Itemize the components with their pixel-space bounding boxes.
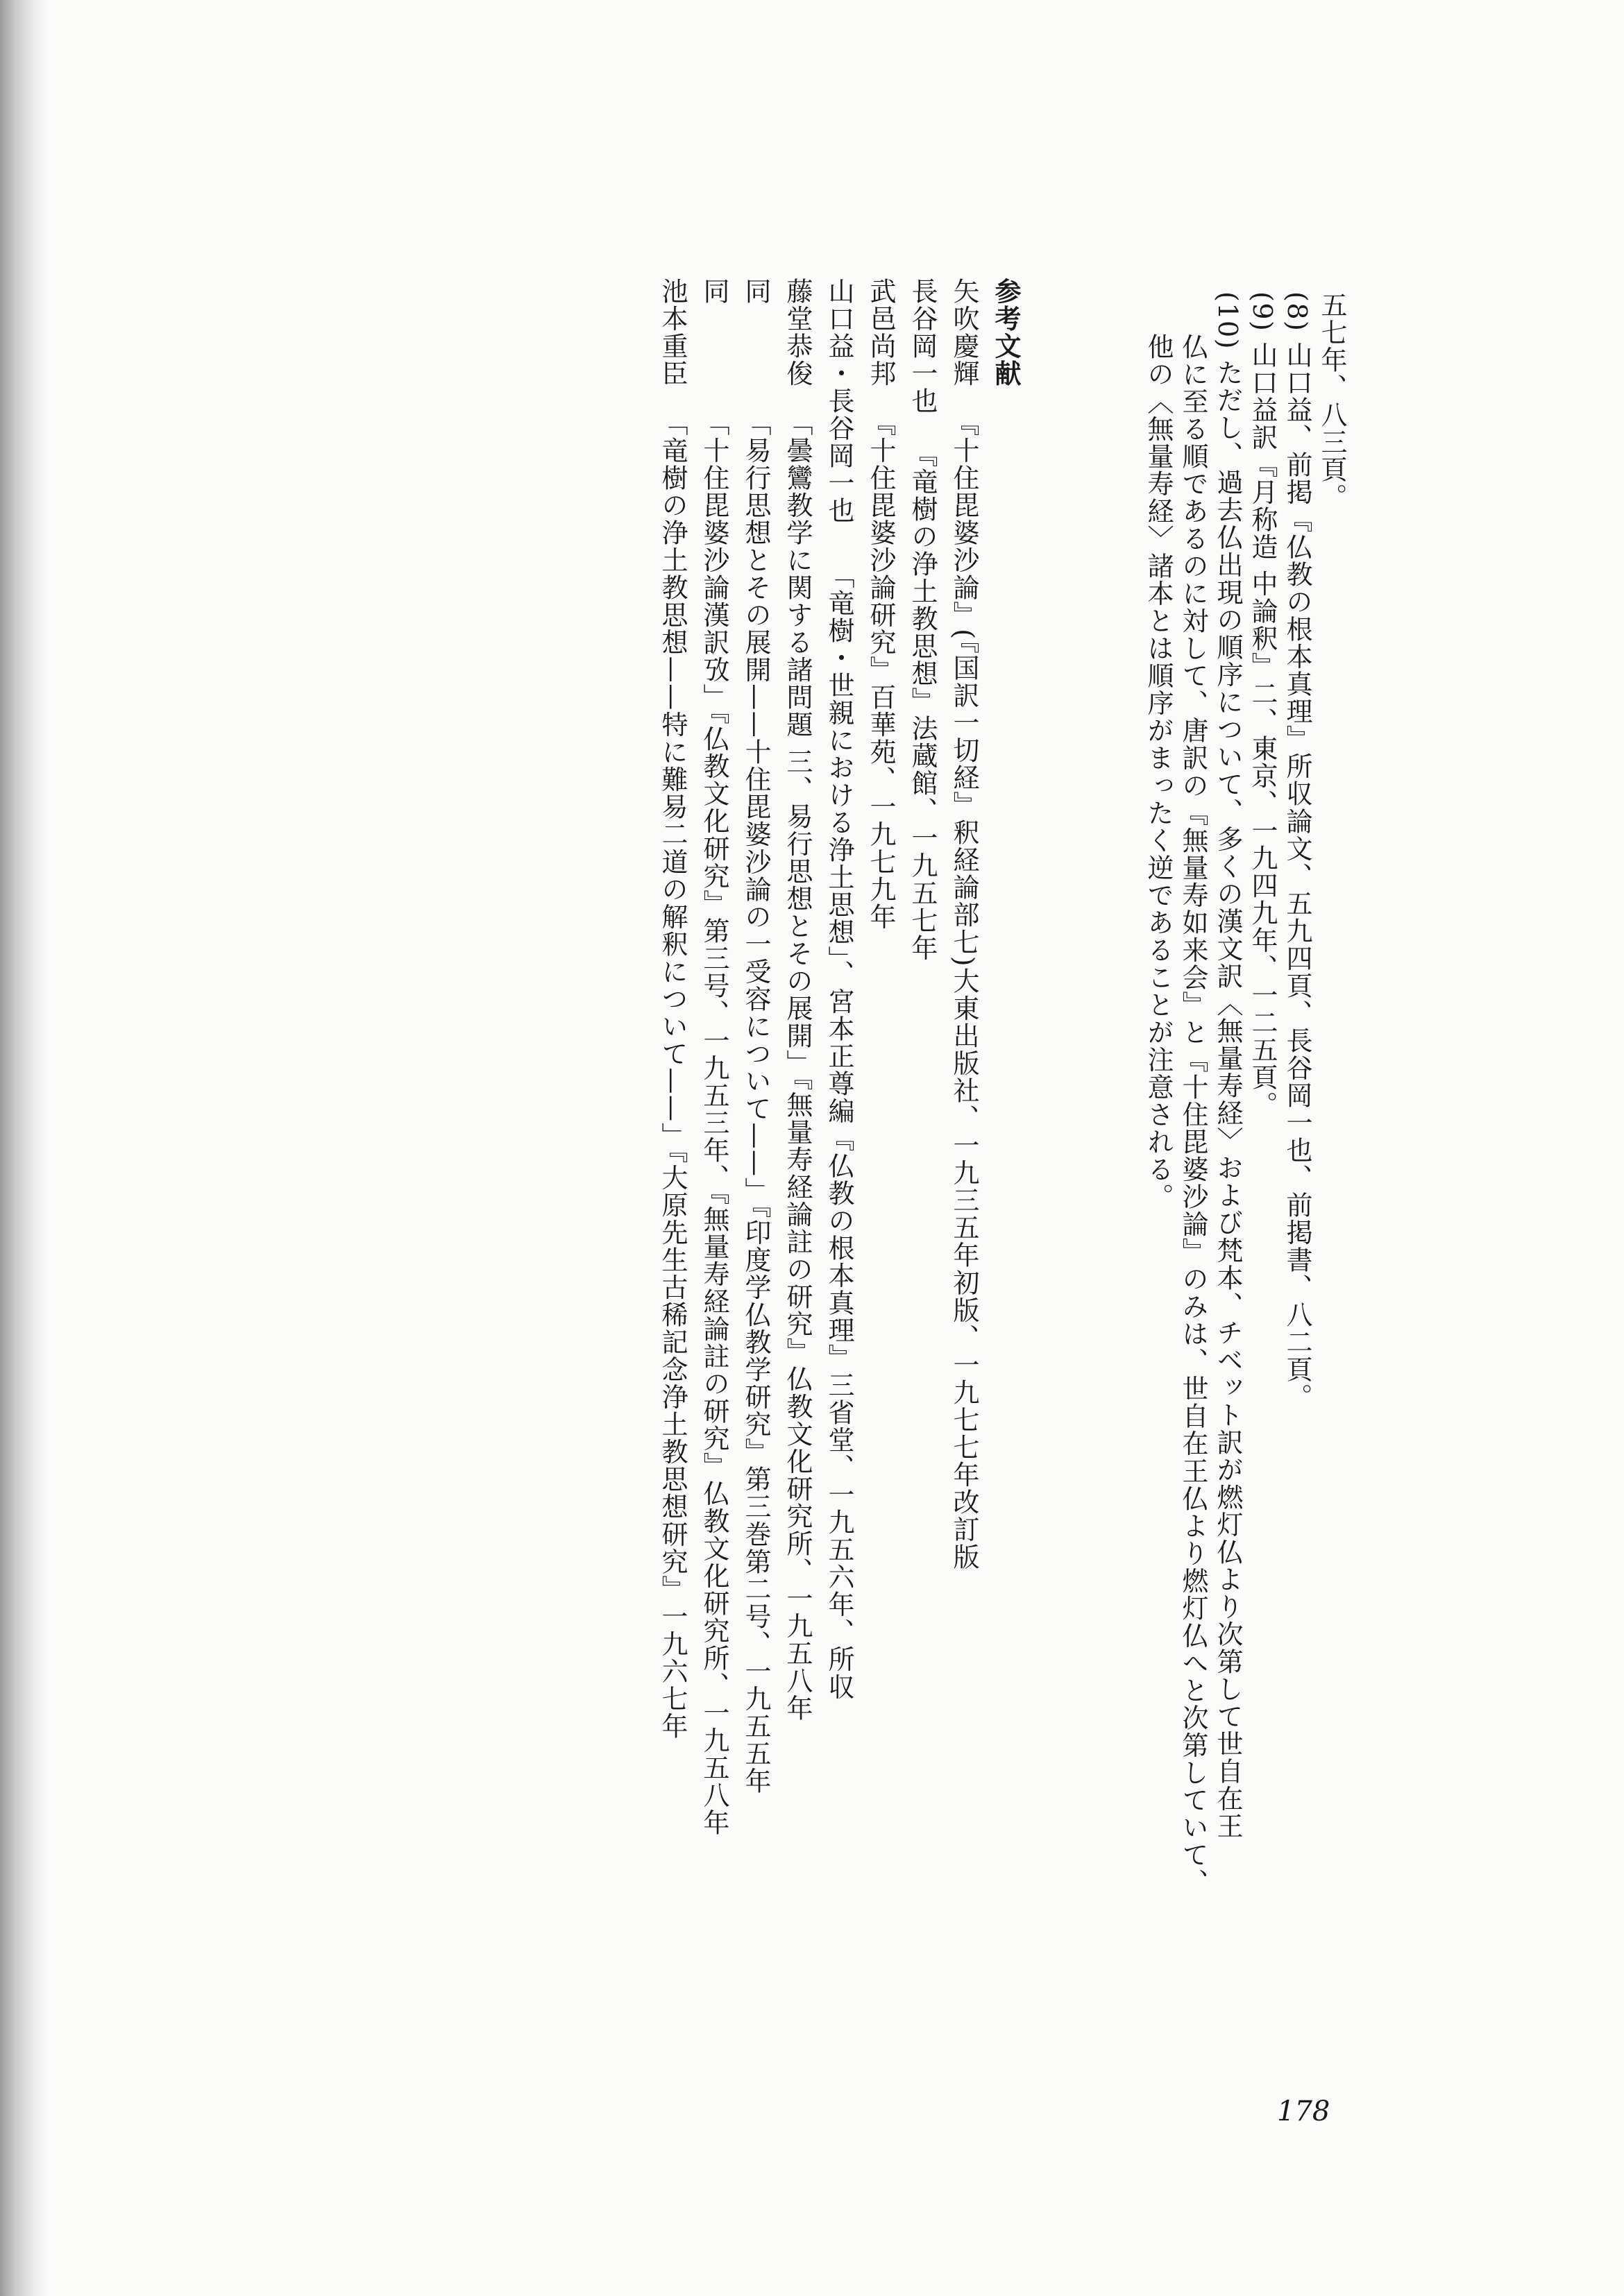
reference-entry xyxy=(865,278,896,930)
reference-text: 「易行思想とその展開——十住毘婆沙論の一受容について——」『印度学仏教学研究』第三巻第二号、一九五五年 xyxy=(741,409,771,1795)
reference-entry xyxy=(701,278,727,1837)
reference-text: 「竜樹の浄土教思想——特に難易二道の解釈について——」『大原先生古稀記念浄土教思想研究』一九六七年 xyxy=(657,409,688,1740)
reference-author: 山口益・長谷岡一也 xyxy=(824,278,854,525)
reference-text: 『十住毘婆沙論研究』百華苑、一九七九年 xyxy=(865,409,896,930)
reference-entry xyxy=(826,278,852,1701)
reference-author: 矢吹慶輝 xyxy=(949,278,979,388)
note-10-line-1: (10) ただし、過去仏出現の順序について、多くの漢文訳〈無量寿経〉および梵本、チベット訳が燃灯仏より次第して世自在王 xyxy=(1212,291,1243,1840)
note-10-line-2: 仏に至る順であるのに対して、唐訳の『無量寿如来会』と『十住毘婆沙論』のみは、世自在王仏より燃灯仏へと次第していて、 xyxy=(1178,333,1208,1896)
reference-author: 長谷岡一也 xyxy=(907,278,938,415)
reference-text: 「曇鸞教学に関する諸問題 三、易行思想とその展開」『無量寿経論註の研究』仏教文化研究所、一九五八年 xyxy=(782,409,813,1722)
page-number: 178 xyxy=(1277,2095,1330,2127)
reference-text: 『十住毘婆沙論』(『国訳一切経』釈経論部七)大東出版社、一九三五年初版、一九七七年改訂版 xyxy=(949,409,979,1571)
references-heading: 参考文献 xyxy=(990,278,1022,388)
note-9: (9) 山口益訳『月称造 中論釈』二、東京、一九四九年、一二五頁。 xyxy=(1247,291,1278,1119)
reference-author: 同 xyxy=(741,278,771,305)
note-10-line-3: 他の〈無量寿経〉諸本とは順序がまったく逆であることが注意される。 xyxy=(1143,333,1174,1211)
note-8: (8) 山口益、前掲『仏教の根本真理』所収論文、五九四頁、長谷岡一也、前掲書、八二頁。 xyxy=(1282,291,1312,1411)
reference-entry xyxy=(951,278,977,1571)
reference-author: 池本重臣 xyxy=(657,278,688,388)
reference-entry xyxy=(784,278,811,1722)
reference-entry xyxy=(659,278,686,1740)
reference-text: 『竜樹の浄土教思想』法蔵館、一九五七年 xyxy=(907,441,938,962)
reference-author: 同 xyxy=(699,278,729,305)
reference-author: 藤堂恭俊 xyxy=(782,278,813,388)
reference-text: 「十住毘婆沙論漢訳攷」『仏教文化研究』第三号、一九五三年、『無量寿経論註の研究』仏教文化研究所、一九五八年 xyxy=(699,409,729,1837)
note-continuation: 五七年、八三頁。 xyxy=(1317,291,1347,511)
reference-entry xyxy=(743,278,769,1795)
reference-author: 武邑尚邦 xyxy=(865,278,896,388)
reference-entry xyxy=(909,278,936,962)
binding-shadow xyxy=(0,0,49,2296)
reference-text: 「竜樹・世親における浄土思想」、宮本正尊編『仏教の根本真理』三省堂、一九五六年、所収 xyxy=(824,562,854,1701)
